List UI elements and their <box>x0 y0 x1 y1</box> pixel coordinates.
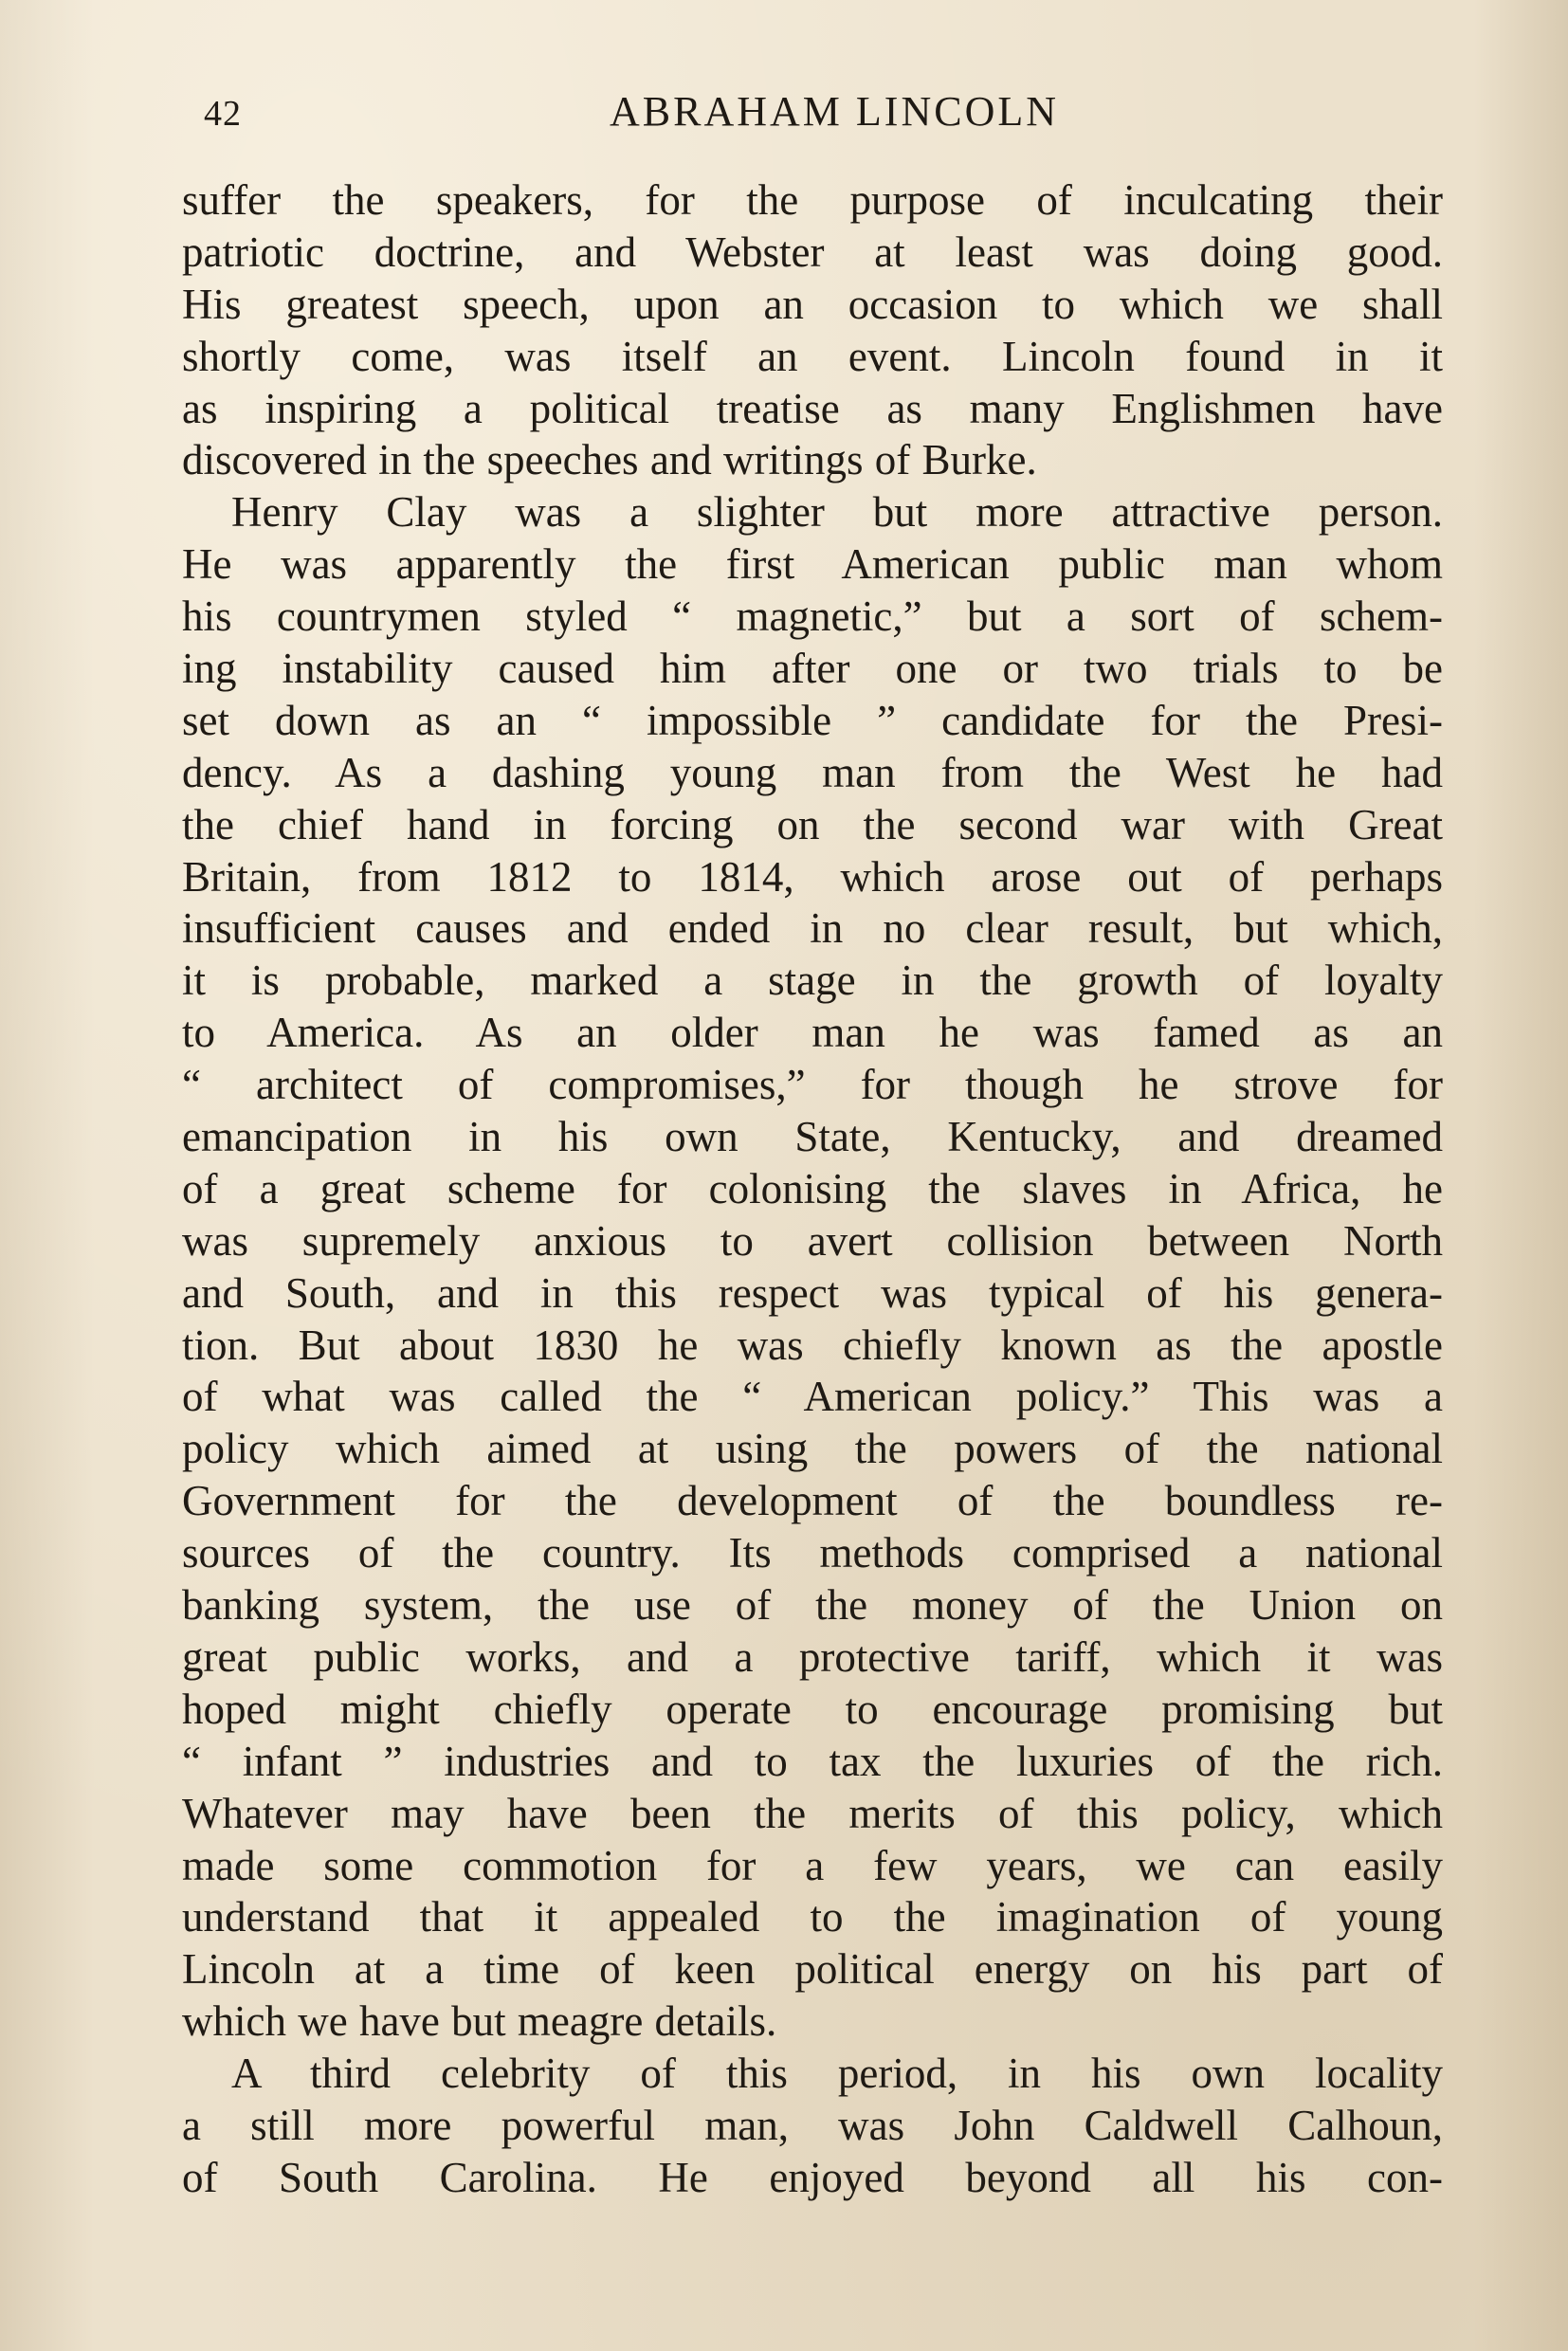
text-line: His greatest speech, upon an occasion to which we shall <box>182 280 1443 328</box>
text-line: patriotic doctrine, and Webster at least was doing good. <box>182 228 1443 276</box>
text-line: his countrymen styled “ magnetic,” but a sort of schem- <box>182 592 1443 641</box>
text-line: Government for the development of the boundless re- <box>182 1477 1443 1525</box>
text-line: and South, and in this respect was typical of his genera- <box>182 1268 1443 1317</box>
text-line: understand that it appealed to the imagination of young <box>182 1893 1443 1941</box>
text-line: to America. As an older man he was famed as an <box>182 1009 1443 1057</box>
text-line: discovered in the speeches and writings of Burke. <box>182 436 1037 484</box>
text-line: insufficient causes and ended in no clear result, but which, <box>182 904 1443 953</box>
text-line: “ architect of compromises,” for though he strove for <box>182 1061 1443 1109</box>
text-line: Henry Clay was a slighter but more attractive person. <box>231 488 1443 537</box>
text-line: suffer the speakers, for the purpose of inculcating their <box>182 176 1443 224</box>
text-line: hoped might chiefly operate to encourage promising but <box>182 1685 1443 1733</box>
text-line: Britain, from 1812 to 1814, which arose out of perhaps <box>182 852 1443 901</box>
text-line: shortly come, was itself an event. Lincoln found in it <box>182 332 1443 380</box>
text-line: policy which aimed at using the powers of the national <box>182 1425 1443 1473</box>
text-line: which we have but meagre details. <box>182 1997 777 2046</box>
text-line: as inspiring a political treatise as many Englishmen have <box>182 384 1443 432</box>
page-number: 42 <box>204 94 242 134</box>
text-line: Lincoln at a time of keen political energy on his part of <box>182 1945 1443 1994</box>
text-line: “ infant ” industries and to tax the luxuries of the rich. <box>182 1737 1443 1785</box>
text-line: it is probable, marked a stage in the growth of loyalty <box>182 957 1443 1005</box>
text-line: made some commotion for a few years, we can easily <box>182 1841 1443 1889</box>
text-line: set down as an “ impossible ” candidate for the Presi- <box>182 696 1443 744</box>
running-head <box>194 87 1436 144</box>
text-line: a still more powerful man, was John Caldwell Calhoun, <box>182 2101 1443 2149</box>
text-line: He was apparently the first American public man whom <box>182 540 1443 589</box>
text-line: dency. As a dashing young man from the West he had <box>182 748 1443 796</box>
text-line: tion. But about 1830 he was chiefly known as the apostle <box>182 1321 1443 1369</box>
body-text <box>182 174 1443 2204</box>
text-line: the chief hand in forcing on the second war with Great <box>182 800 1443 848</box>
text-line: was supremely anxious to avert collision between North <box>182 1216 1443 1265</box>
text-line: A third celebrity of this period, in his own locality <box>231 2050 1443 2098</box>
text-line: of South Carolina. He enjoyed beyond all his con- <box>182 2153 1443 2201</box>
text-line: great public works, and a protective tariff, which it was <box>182 1632 1443 1681</box>
text-line: ing instability caused him after one or two trials to be <box>182 645 1443 693</box>
text-line: banking system, the use of the money of the Union on <box>182 1581 1443 1630</box>
text-line: of what was called the “ American policy.” This was a <box>182 1373 1443 1421</box>
running-title: ABRAHAM LINCOLN <box>610 88 1059 135</box>
text-line: of a great scheme for colonising the slaves in Africa, he <box>182 1164 1443 1212</box>
text-line: sources of the country. Its methods comprised a national <box>182 1529 1443 1577</box>
text-line: emancipation in his own State, Kentucky, and dreamed <box>182 1113 1443 1161</box>
text-line: Whatever may have been the merits of this policy, which <box>182 1789 1443 1837</box>
